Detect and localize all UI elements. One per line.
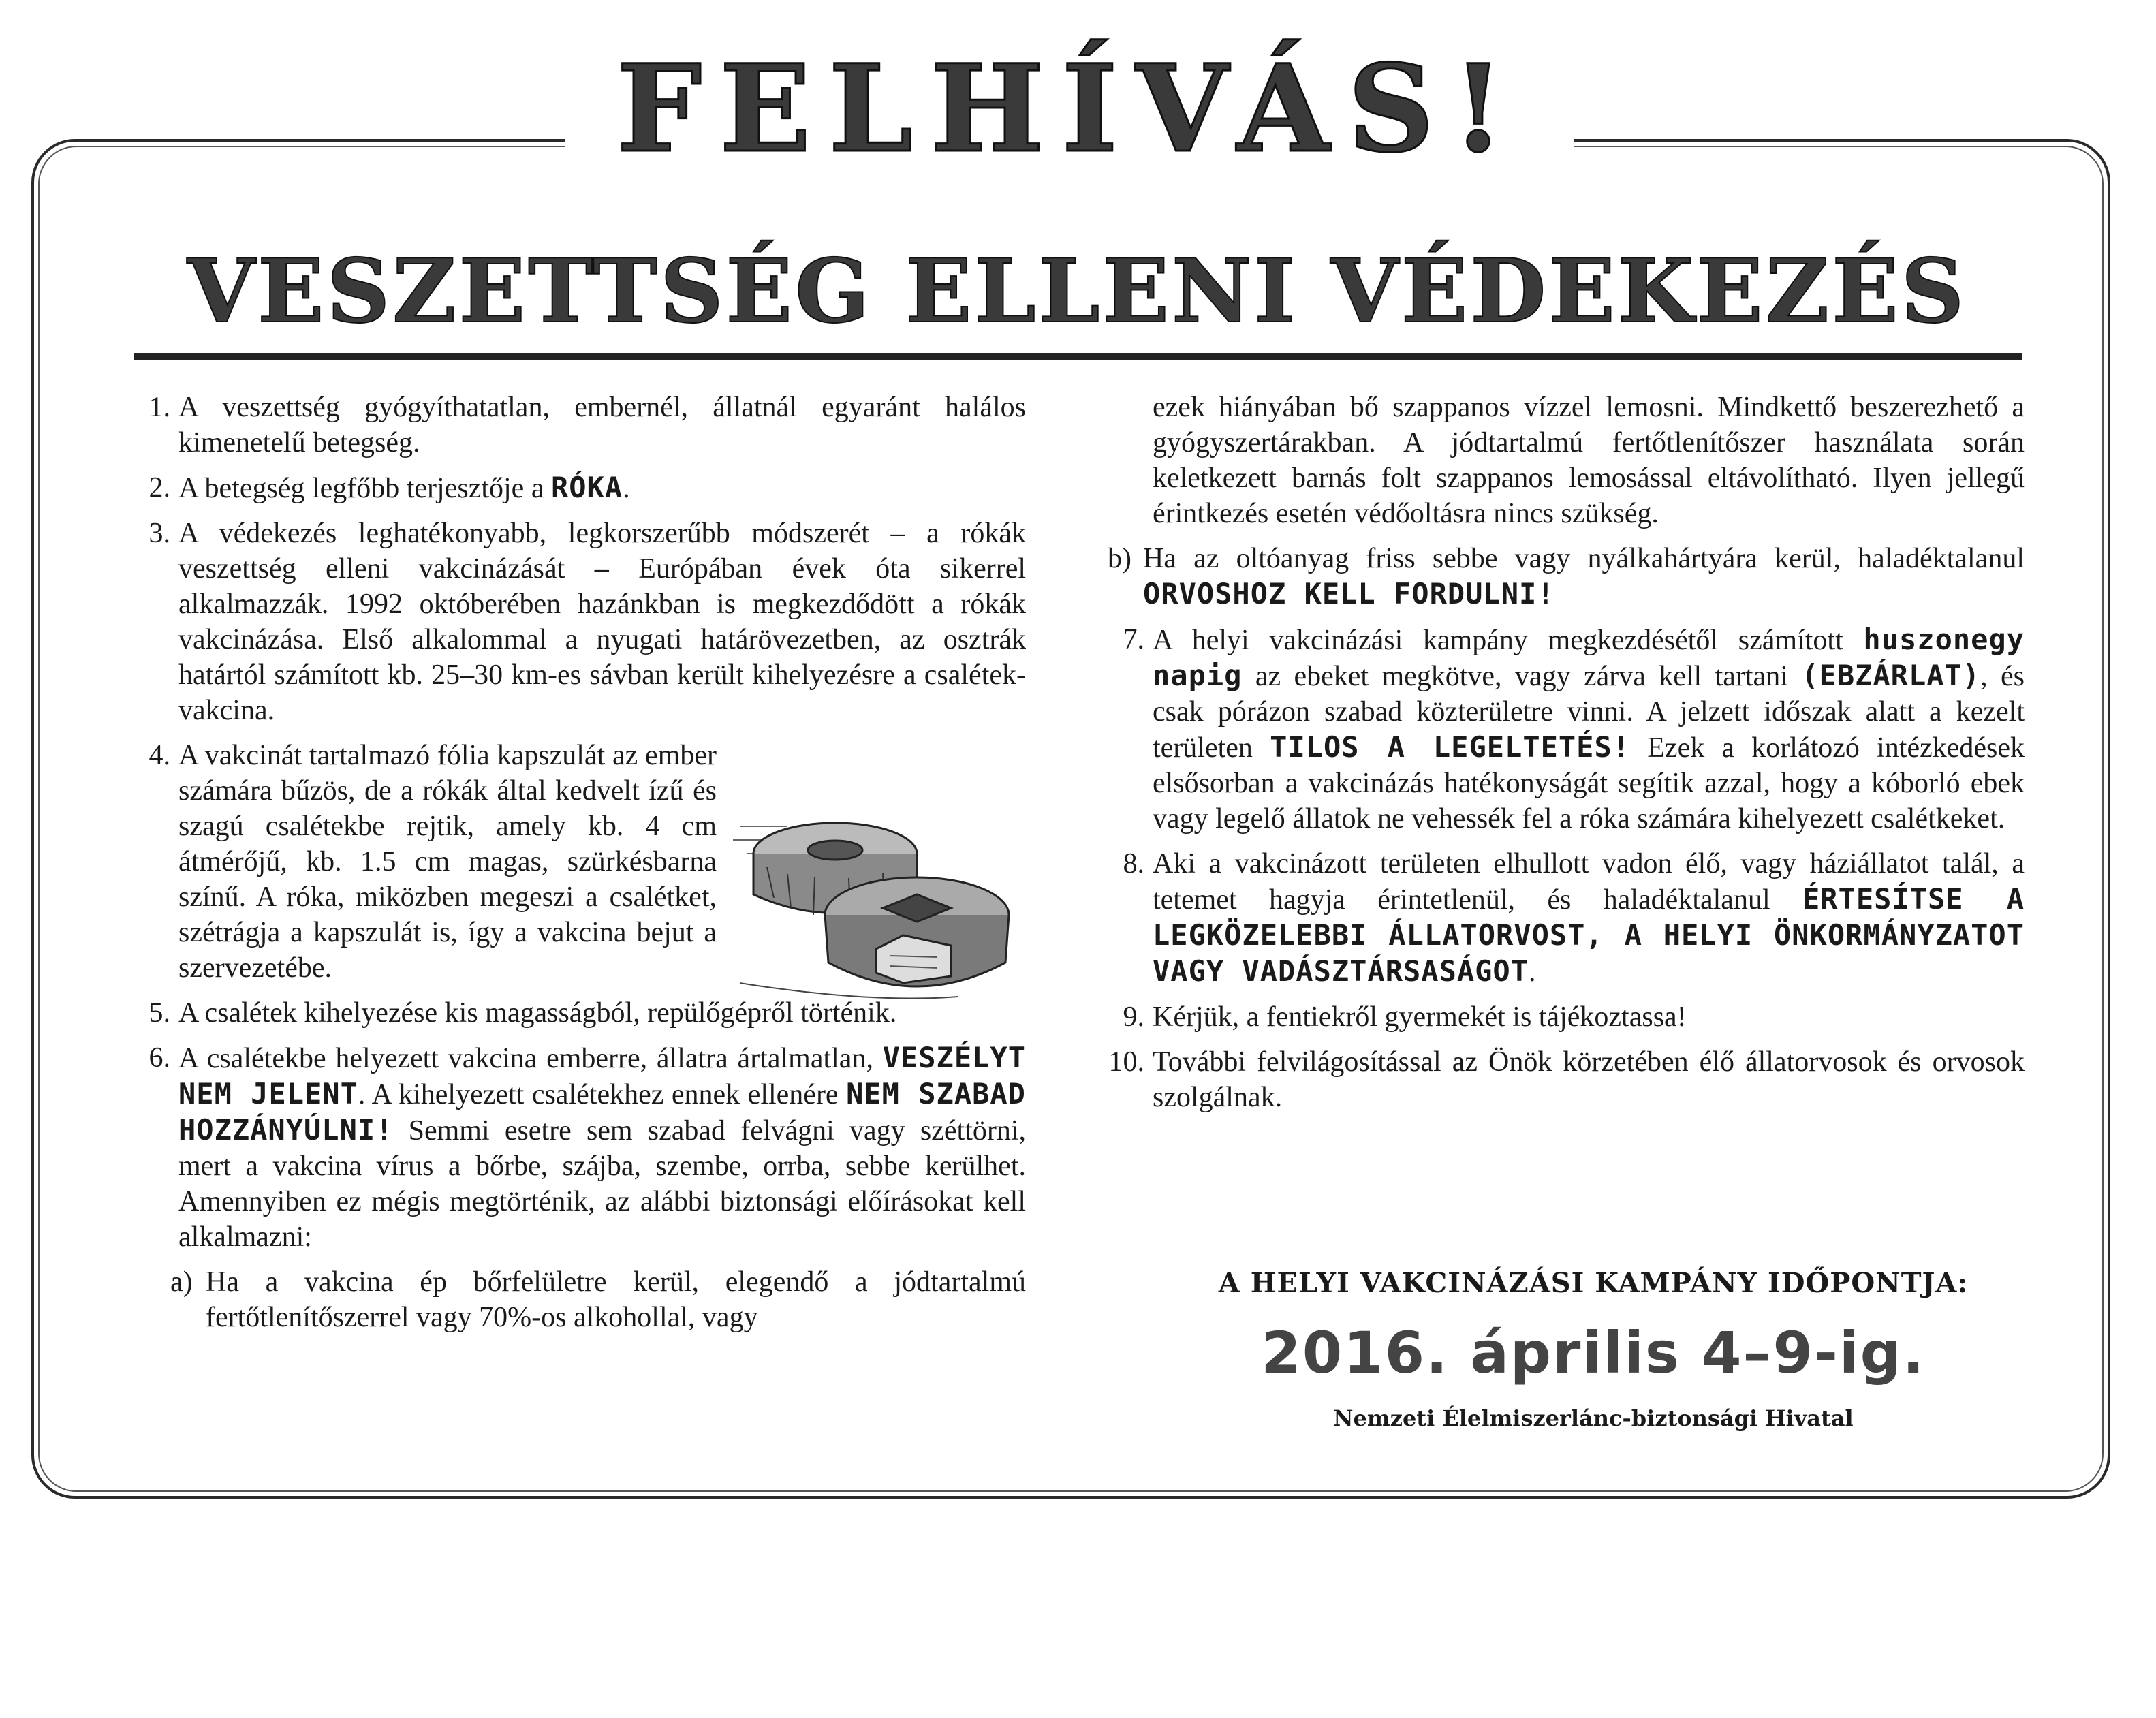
- item-text: [1153, 846, 2025, 990]
- subitem-6a-continued: ezek hiányában bő szappanos vízzel lemosni. Mindkettő beszerezhető a gyógyszertárakban. A jódtartalmú fertőtlenítőszer használata során keletkezett barnás folt szappanos lemosással eltávolítható. Ilyen jellegű érintkezés esetén védőoltásra nincs szükség.: [1153, 392, 2025, 529]
- page-subtitle: VESZETTSÉG ELLENI VÉDEKEZÉS: [187, 240, 1967, 343]
- item-number: 4.: [149, 740, 170, 771]
- item-text: A vakcinát tartalmazó fólia kapszulát az ember számára bűzös, de a rókák által kedvelt ízű és szagú csalétekbe rejtik, amely kb. 4 cm átmérőjű, kb. 1.5 cm magas, szürkésbarna színű. A róka, miközben megeszi a csalétket, szétrágja a kapszulát is, így a vakcina bejut a szervezetébe.: [178, 740, 717, 984]
- list-item-10: [1108, 1044, 2025, 1115]
- item-number: 7.: [1123, 624, 1144, 655]
- bait-capsule-illustration: [733, 779, 1019, 1010]
- item-text: További felvilágosítással az Önök körzetében élő állatorvosok és orvosok szolgálnak.: [1153, 1046, 2025, 1113]
- item-number: 9.: [1123, 1001, 1144, 1033]
- text-part: az ebeket megkötve, vagy zárva kell tartani: [1242, 661, 1802, 692]
- list-item-4: [134, 738, 1026, 986]
- text-part: .: [1529, 956, 1536, 988]
- item-number: 5.: [149, 997, 170, 1029]
- campaign-label: A HELYI VAKCINÁZÁSI KAMPÁNY IDŐPONTJA:: [1218, 1267, 1969, 1299]
- text-part: Semmi esetre sem szabad felvágni vagy széttörni, mert a vakcina vírus a bőrbe, szájba, szembe, orrba, sebbe kerülhet. Amennyiben ez mégis megtörténik, az alábbi biztonsági előírásokat kell alkalmazni:: [178, 1115, 1026, 1253]
- list-subitem-6b: [1108, 541, 2025, 612]
- campaign-date: 2016. április 4–9-ig.: [1261, 1319, 1926, 1386]
- bold-text: NEM SZABAD HOZZÁNYÚLNI!: [178, 1077, 1026, 1146]
- item-number: 1.: [149, 392, 170, 423]
- bold-text: ORVOSHOZ KELL FORDULNI!: [1143, 577, 1555, 610]
- list-item-1: [134, 390, 1026, 460]
- item-text: Ha a vakcina ép bőrfelületre kerül, elegendő a jódtartalmú fertőtlenítőszerrel vagy 70%-os alkohollal, vagy: [206, 1266, 1026, 1333]
- text-part: . A kihelyezett csalétekhez ennek ellenére: [358, 1079, 847, 1110]
- item-text: [1153, 622, 2025, 837]
- text-part: , és csak pórázon szabad közterületre vinni. A jelzett időszak alatt a kezelt területen: [1153, 661, 2025, 764]
- text-part: .: [623, 473, 630, 504]
- left-column: [134, 390, 1026, 1345]
- list-item-9: [1108, 999, 2025, 1035]
- item-number: 6.: [149, 1042, 170, 1074]
- campaign-footer: [1108, 1267, 2025, 1431]
- text-part: Ezek a korlátozó intézkedések elsősorban a vakcinázás hatékonyságát segítik azzal, hogy a kóborló ebek vagy legelő állatok ne vehessék fel a róka számára kihelyezett csalétkeket.: [1153, 732, 2025, 834]
- bold-text: VESZÉLYT NEM JELENT: [178, 1041, 1026, 1110]
- item-text: A veszettség gyógyíthatatlan, embernél, állatnál egyaránt halálos kimenetelű betegség.: [178, 392, 1026, 458]
- list-item-6: [134, 1040, 1026, 1255]
- item-text: A csalétek kihelyezése kis magasságból, repülőgépről történik.: [178, 997, 897, 1029]
- agency-name: Nemzeti Élelmiszerlánc-biztonsági Hivatal: [1333, 1405, 1854, 1431]
- text-part: Ha az oltóanyag friss sebbe vagy nyálkahártyára kerül, haladéktalanul: [1143, 543, 2025, 574]
- bold-text: (EBZÁRLAT): [1801, 659, 1981, 692]
- list-item-7: [1108, 622, 2025, 837]
- text-part: A betegség legfőbb terjesztője a: [178, 473, 551, 504]
- item-text: Kérjük, a fentiekről gyermekét is tájékoztassa!: [1153, 1001, 1687, 1033]
- item-text: [1143, 541, 2025, 612]
- item-number: 3.: [149, 518, 170, 549]
- text-part: Aki a vakcinázott területen elhullott vadon élő, vagy háziállatot talál, a tetemet hagyja érintetlenül, és haladéktalanul: [1153, 848, 2025, 916]
- item-text: [178, 470, 1026, 506]
- bold-text: TILOS A LEGELTETÉS!: [1270, 730, 1631, 764]
- right-column: [1108, 390, 2025, 1125]
- item-number: 2.: [149, 472, 170, 503]
- bold-text: ÉRTESÍTSE A LEGKÖZELEBBI ÁLLATORVOST, A HELYI ÖNKORMÁNYZATOT VAGY VADÁSZTÁRSASÁGOT: [1153, 882, 2025, 988]
- text-part: A csalétekbe helyezett vakcina emberre, állatra ártalmatlan,: [178, 1043, 883, 1074]
- item-text: A védekezés leghatékonyabb, legkorszerűbb módszerét – a rókák veszettség elleni vakcinázását – Európában évek óta sikerrel alkalmazzák. 1992 októberében hazánkban is megkezdődött a rókák vakcinázása. Első alkalommal a nyugati határövezetben, az osztrák határtól számított kb. 25–30 km-es sávban került kihelyezésre a csalétek-vakcina.: [178, 518, 1026, 726]
- list-item-8: [1108, 846, 2025, 990]
- page-title: FELHÍVÁS!: [616, 38, 1522, 179]
- item-number: a): [170, 1266, 193, 1298]
- item-number: b): [1108, 543, 1131, 574]
- text-part: A helyi vakcinázási kampány megkezdésétől számított: [1153, 625, 1864, 656]
- subtitle-divider: [134, 353, 2022, 360]
- item-text: [178, 1040, 1026, 1255]
- bold-text: RÓKA: [550, 471, 623, 504]
- bold-text: huszonegy napig: [1153, 623, 2025, 692]
- list-item-2: [134, 470, 1026, 506]
- item-number: 8.: [1123, 848, 1144, 879]
- list-subitem-6a: [170, 1264, 1026, 1335]
- list-item-3: [134, 516, 1026, 728]
- item-number: 10.: [1108, 1046, 1144, 1078]
